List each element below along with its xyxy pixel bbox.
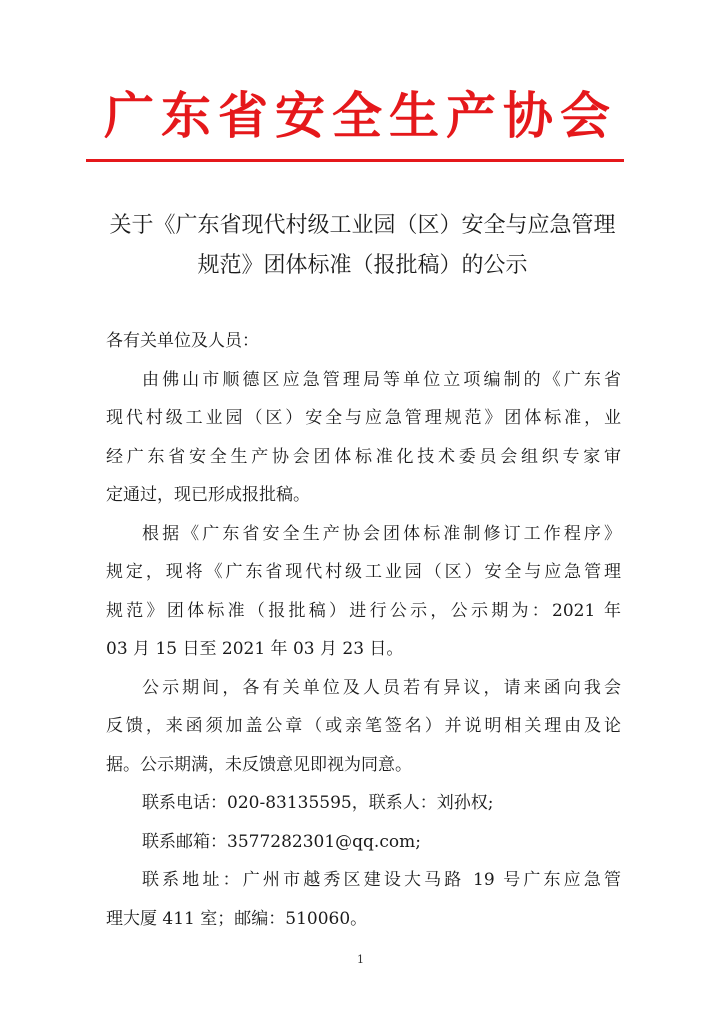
contact-address	[106, 861, 621, 938]
paragraph-line: 根据《广东省安全生产协会团体标准制修订工作程序》	[142, 523, 621, 544]
contact-phone: 联系电话：020-83135595，联系人：刘孙权;	[142, 793, 494, 813]
paragraph-line: 据。公示期满，未反馈意见即视为同意。	[106, 754, 412, 775]
paragraph-line: 规范》团体标准（报批稿）进行公示，公示期为：2021 年	[106, 600, 621, 621]
document-title-line-1: 关于《广东省现代村级工业园（区）安全与应急管理	[109, 213, 616, 238]
document-title-line-2: 规范》团体标准（报批稿）的公示	[197, 253, 528, 278]
paragraph-publicity-period	[106, 515, 621, 669]
paragraph-line: 理大厦 411 室；邮编：510060。	[106, 908, 368, 929]
paragraph-line: 定通过，现已形成报批稿。	[106, 485, 310, 505]
paragraph-line: 反馈，来函须加盖公章（或亲笔签名）并说明相关理由及论	[106, 716, 621, 736]
document-title	[90, 206, 635, 286]
paragraph-line: 规定，现将《广东省现代村级工业园（区）安全与应急管理	[106, 562, 621, 582]
contact-email: 联系邮箱：3577282301@qq.com;	[142, 831, 421, 852]
paragraph-line: 公示期间，各有关单位及人员若有异议，请来函向我会	[142, 677, 621, 698]
paragraph-line: 03 月 15 日至 2021 年 03 月 23 日。	[106, 639, 404, 659]
paragraph-line: 经广东省安全生产协会团体标准化技术委员会组织专家审	[106, 446, 621, 467]
paragraph-line: 由佛山市顺德区应急管理局等单位立项编制的《广东省	[142, 369, 621, 390]
organization-header: 广东省安全生产协会	[104, 86, 617, 145]
salutation: 各有关单位及人员：	[106, 331, 259, 351]
paragraph-objection-procedure	[106, 669, 621, 785]
paragraph-project-intro	[106, 361, 621, 515]
document-body	[106, 322, 621, 938]
header-red-rule	[86, 159, 624, 162]
paragraph-line: 联系地址：广州市越秀区建设大马路 19 号广东应急管	[142, 870, 621, 890]
page-number: 1	[357, 953, 364, 966]
paragraph-line: 现代村级工业园（区）安全与应急管理规范》团体标准，业	[106, 408, 621, 428]
